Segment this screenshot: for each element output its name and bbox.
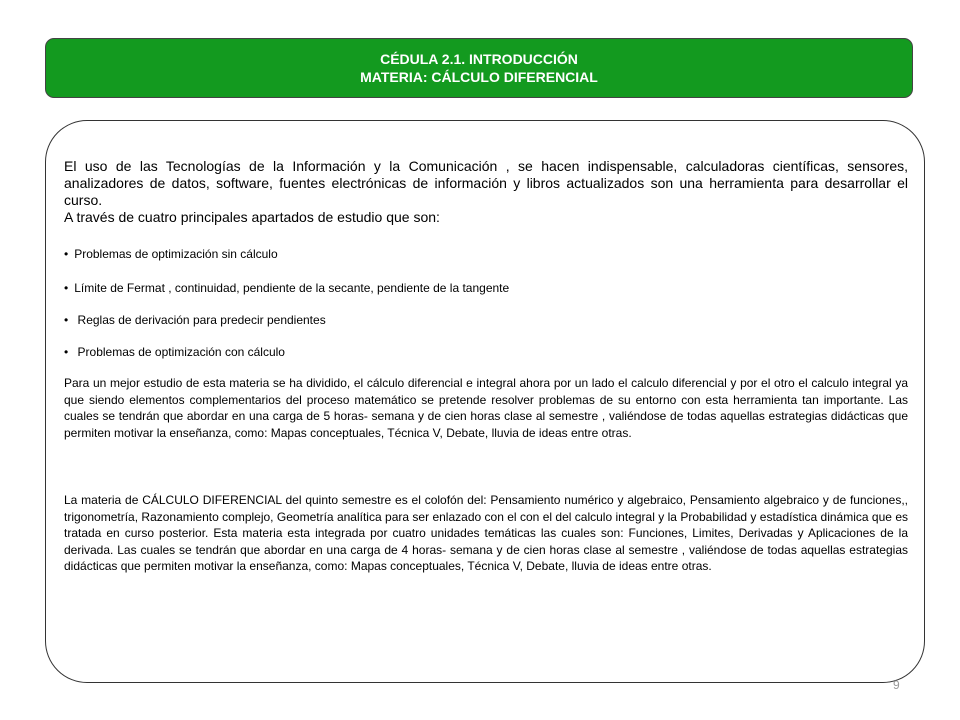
title-line-cedula: CÉDULA 2.1. INTRODUCCIÓN [380,51,578,67]
bullet-text: Límite de Fermat , continuidad, pendiente de la secante, pendiente de la tangente [74,281,510,295]
title-line-materia: MATERIA: CÁLCULO DIFERENCIAL [360,69,598,85]
paragraph-study: Para un mejor estudio de esta materia se ha dividido, el cálculo diferencial e integral ahora por un lado el calculo diferencial y por el otro el calculo integral ya que siendo elementos complementarios del proceso matemático se pretende resolver problemas de su entorno con esta herramienta tan importante. Las cuales se tendrán que abordar en una carga de 5 horas- semana y de cien horas clase al semestre , valiéndose de todas aquellas estrategias didácticas que permiten motivar la enseñanza, como: Mapas conceptuales, Técnica V, Debate, lluvia de ideas entre otras. [64,376,908,440]
bullet-dot-icon: • [64,313,69,327]
title-banner [45,38,913,98]
bullet-item [64,345,285,360]
bullet-text: Problemas de optimización con cálculo [74,345,285,359]
intro-section [64,158,908,226]
bullet-dot-icon: • [64,247,69,261]
bullet-dot-icon: • [64,345,69,359]
paragraph-calculo-diferencial: La materia de CÁLCULO DIFERENCIAL del quinto semestre es el colofón del: Pensamiento numérico y algebraico, Pensamiento algebraico y de funciones,, trigonometría, Razonamiento complejo, Geometría analítica para ser enlazado con el con el del calculo integral y la Probabilidad y estadística dinámica que es tratada en curso posterior. Esta materia esta integrada por cuatro unidades temáticas las cuales son: Funciones, Limites, Derivadas y Aplicaciones de la derivada. Las cuales se tendrán que abordar en una carga de 4 horas- semana y de cien horas clase al semestre , valiéndose de todas aquellas estrategias didácticas que permiten motivar la enseñanza, como: Mapas conceptuales, Técnica V, Debate, lluvia de ideas entre otras. [64,493,908,573]
bullet-text: Reglas de derivación para predecir pendientes [74,313,326,327]
bullet-item [64,281,509,296]
intro-sentence: A través de cuatro principales apartados de estudio que son: [64,209,440,225]
bullet-item [64,313,326,328]
intro-paragraph: El uso de las Tecnologías de la Información y la Comunicación , se hacen indispensable, calculadoras científicas, sensores, analizadores de datos, software, fuentes electrónicas de información y libros actualizados son una herramienta para desarrollar el curso. [64,158,908,208]
page-number: 9 [893,678,900,692]
bullet-item [64,247,278,262]
bullet-dot-icon: • [64,281,69,295]
bullet-text: Problemas de optimización sin cálculo [74,247,278,261]
